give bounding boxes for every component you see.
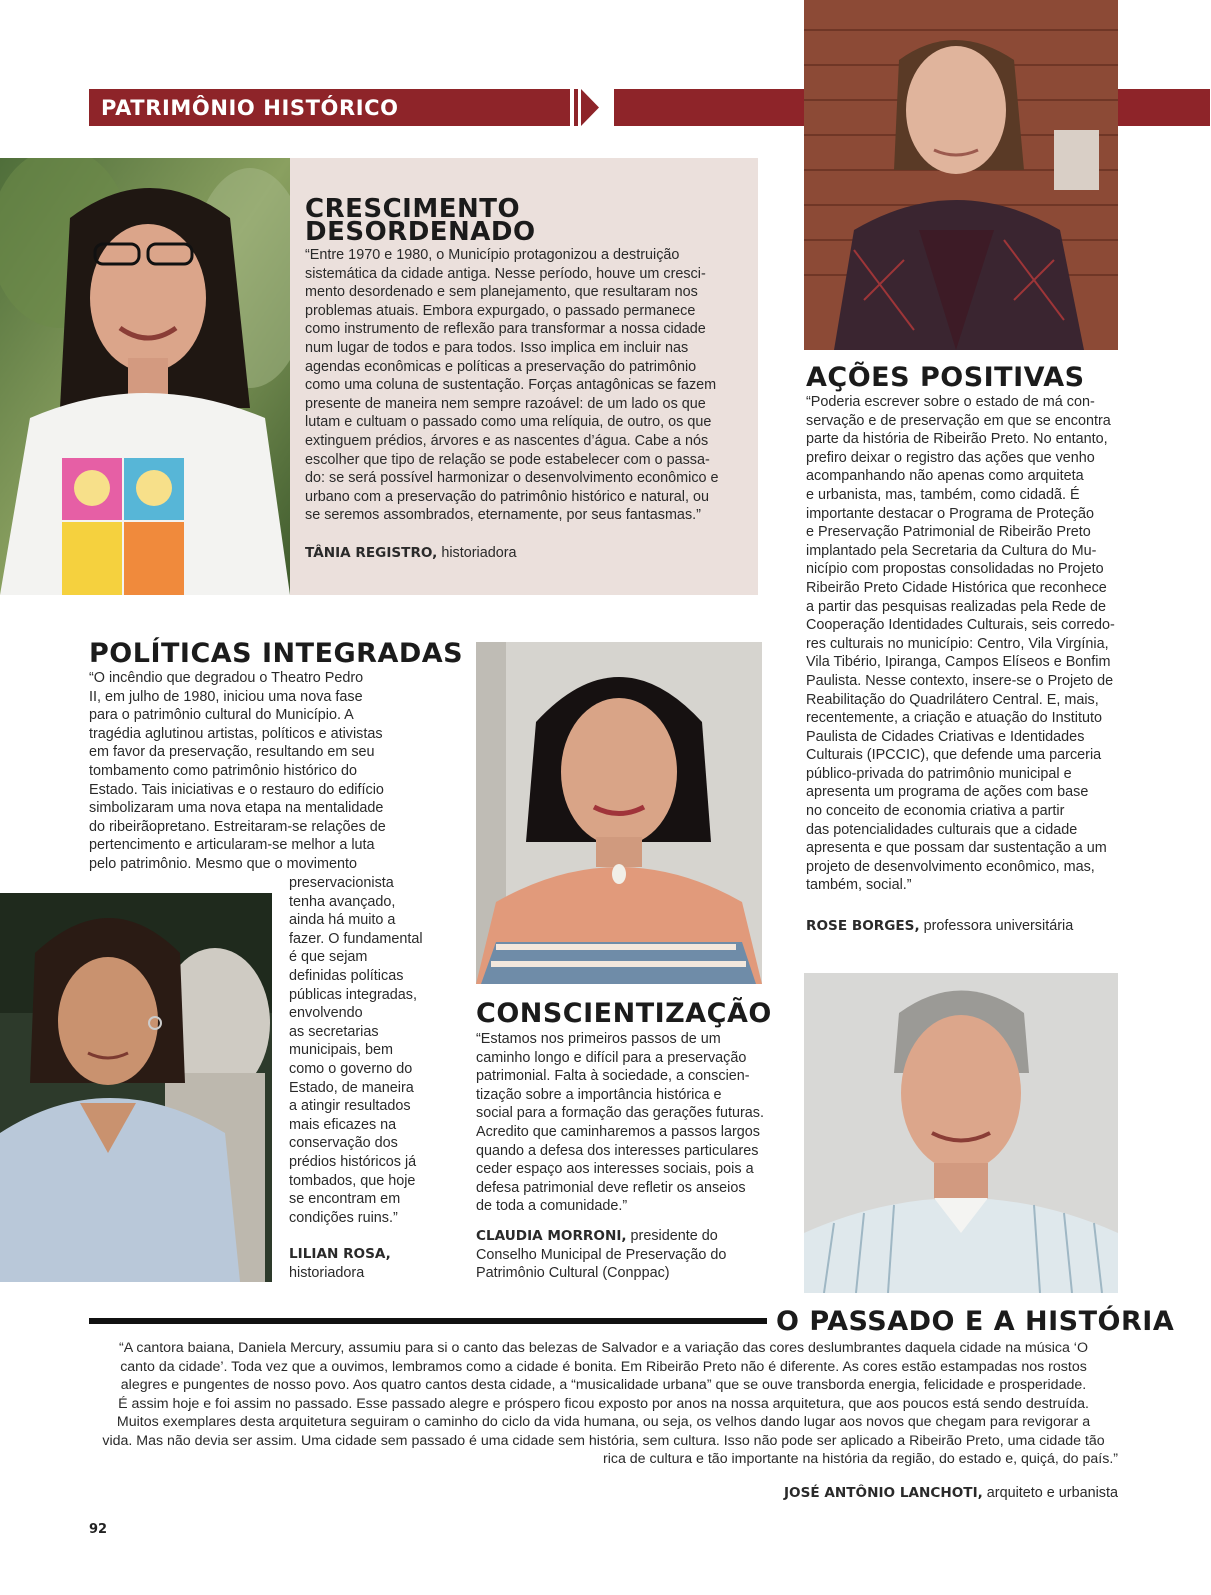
banner-arrow-icon: [562, 87, 602, 128]
text-line: mento desordenado e sem planejamento, que resultaram nos: [305, 284, 698, 301]
text-line: servação e de preservação em que se encontra: [806, 412, 1111, 429]
text-line: Ribeirão Preto Cidade Histórica que reconhece: [806, 579, 1107, 596]
text-line: a partir das pesquisas realizadas pela Rede de: [806, 598, 1106, 615]
author-role: professora universitária: [919, 918, 1074, 934]
author-role: historiadora: [289, 1264, 365, 1281]
text-line: condições ruins.”: [289, 1209, 398, 1226]
text-line: preservacionista: [289, 875, 394, 891]
text-line: recentemente, a criação e atuação do Instituto: [806, 710, 1102, 727]
text-line: de toda a comunidade.”: [476, 1198, 628, 1215]
text-line: caminho longo e difícil para a preservação: [476, 1049, 747, 1066]
heading-passado-historia: O PASSADO E A HISTÓRIA: [776, 1306, 1175, 1337]
text-line: “Poderia escrever sobre o estado de má con-: [806, 394, 1095, 410]
quote-politicas-wide: [89, 669, 409, 874]
text-line: social para a formação das gerações futuras.: [476, 1105, 764, 1122]
text-line: ceder espaço aos interesses sociais, pois a: [476, 1161, 754, 1178]
text-line: tombamento como patrimônio histórico do: [89, 762, 357, 779]
text-line: do ribeirãopretano. Estreitaram-se relações de: [89, 818, 386, 835]
text-line: sistemática da cidade antiga. Nesse período, houve um cresci-: [305, 265, 706, 282]
text-line: “Entre 1970 e 1980, o Município protagonizou a destruição: [305, 247, 680, 263]
credit-claudia: [476, 1227, 776, 1283]
text-line: apresenta um programa de ações com base: [806, 784, 1089, 801]
text-line: problemas atuais. Embora expurgado, o passado permanece: [305, 302, 696, 319]
photo-lilian-rosa: [0, 893, 272, 1282]
section-title: PATRIMÔNIO HISTÓRICO: [101, 96, 399, 120]
text-line: vida. Mas não devia ser assim. Uma cidade sem passado é uma cidade sem história, sem cultura. Isso não pode ser aplicado a Ribeirão Preto, uma cidade tão: [102, 1432, 1105, 1449]
author-role-line: presidente do: [626, 1228, 718, 1244]
text-line: rica de cultura e tão importante na história da região, do estado e, quiçá, do país.”: [602, 1451, 1118, 1467]
author-role-line: Patrimônio Cultural (Conppac): [476, 1265, 670, 1282]
text-line: a atingir resultados: [289, 1098, 411, 1115]
author-name: ROSE BORGES,: [806, 918, 920, 934]
text-line: Muitos exemplares desta arquitetura seguiram o caminho do ciclo da vida humana, ou seja, os velhos dando lugar aos novos que chegam para revigorar a: [116, 1414, 1091, 1430]
text-line: e urbanista, mas, também, como cidadã. É: [806, 486, 1080, 503]
text-line: extinguem prédios, árvores e as nascentes d’água. Cabe a nós: [305, 432, 709, 449]
author-role: historiadora: [437, 545, 517, 561]
page-number: 92: [89, 1522, 108, 1537]
credit-tania: [305, 544, 517, 563]
text-line: “Estamos nos primeiros passos de um: [476, 1031, 721, 1047]
text-line: parte da história de Ribeirão Preto. No entanto,: [806, 431, 1108, 448]
text-line: projeto de desenvolvimento econômico, mas,: [806, 858, 1095, 875]
section-divider: [89, 1318, 767, 1324]
heading-crescimento-line1: CRESCIMENTO: [305, 194, 521, 224]
text-line: públicas integradas,: [289, 986, 417, 1003]
text-line: Paulista de Cidades Criativas e Identidades: [806, 728, 1085, 745]
text-line: É assim hoje e foi assim no passado. Esse passado alegre e próspero ficou exposto por anos na nossa arquitetura, que aos poucos está sendo destruída.: [118, 1395, 1089, 1412]
text-line: no conceito de economia criativa a partir: [806, 803, 1065, 820]
text-line: Culturais (IPCCIC), que defende uma parceria: [806, 747, 1102, 764]
credit-lilian: [289, 1245, 439, 1282]
text-line: conservação dos: [289, 1135, 398, 1152]
photo-tania-registro: [0, 158, 290, 595]
text-line: fazer. O fundamental: [289, 930, 423, 947]
text-line: “O incêndio que degradou o Theatro Pedro: [89, 670, 364, 686]
text-line: num lugar de todos e para todos. Isso implica em incluir nas: [305, 339, 689, 356]
text-line: tragédia aglutinou artistas, políticos e ativistas: [89, 725, 383, 742]
text-line: presente de maneira nem sempre razoável: de um lado os que: [305, 395, 706, 412]
text-line: se seremos assombrados, eternamente, por seus fantasmas.”: [305, 507, 701, 524]
credit-jose: [640, 1484, 1118, 1503]
text-line: II, em julho de 1980, iniciou uma nova fase: [89, 688, 363, 705]
author-role: arquiteto e urbanista: [982, 1485, 1118, 1501]
text-line: tenha avançado,: [289, 893, 396, 910]
heading-politicas-integradas: POLÍTICAS INTEGRADAS: [89, 638, 464, 669]
text-line: Cooperação Identidades Culturais, seis corredo-: [806, 617, 1115, 634]
author-name: LILIAN ROSA,: [289, 1246, 391, 1262]
author-name: TÂNIA REGISTRO,: [305, 545, 438, 561]
text-line: é que sejam: [289, 949, 368, 966]
heading-acoes-positivas: AÇÕES POSITIVAS: [806, 362, 1085, 393]
text-line: municipais, bem: [289, 1042, 393, 1059]
text-line: em favor da preservação, resultando em seu: [89, 744, 375, 761]
text-line: como instrumento de reflexão para transformar a nossa cidade: [305, 321, 706, 338]
text-line: nicípio com propostas consolidadas no Projeto: [806, 561, 1104, 578]
text-line: como uma coluna de sustentação. Forças antagônicas se fazem: [305, 377, 717, 394]
text-line: Vila Tibério, Ipiranga, Campos Elíseos e Bonfim: [806, 654, 1111, 671]
text-line: acompanhando não apenas como arquiteta: [806, 468, 1084, 485]
text-line: público-privada do patrimônio municipal e: [806, 765, 1072, 782]
text-line: definidas políticas: [289, 967, 404, 984]
text-line: prefiro deixar o registro das ações que venho: [806, 449, 1095, 466]
text-line: escolher que tipo de relação se pode estabelecer com o passa-: [305, 451, 710, 468]
text-line: e Preservação Patrimonial de Ribeirão Preto: [806, 524, 1091, 541]
text-line: simbolizaram uma nova etapa na mentalidade: [89, 800, 384, 817]
photo-claudia-morroni: [476, 642, 762, 984]
author-name: CLAUDIA MORRONI,: [476, 1228, 627, 1244]
text-line: tombados, que hoje: [289, 1172, 416, 1189]
text-line: agendas econômicas e políticas a preservação do patrimônio: [305, 358, 697, 375]
text-line: Acredito que caminharemos a passos largos: [476, 1123, 760, 1140]
text-line: mais eficazes na: [289, 1116, 397, 1133]
text-line: Reabilitação do Quadrilátero Central. E, mais,: [806, 691, 1099, 708]
quote-crescimento: [305, 246, 750, 525]
text-line: urbano com a preservação do patrimônio histórico e natural, ou: [305, 488, 709, 505]
text-line: envolvendo: [289, 1005, 363, 1022]
text-line: das potencialidades culturais que a cidade: [806, 821, 1078, 838]
text-line: patrimonial. Falta à sociedade, a conscien-: [476, 1068, 750, 1085]
text-line: Estado, de maneira: [289, 1079, 414, 1096]
text-line: também, social.”: [806, 877, 912, 894]
text-line: defesa patrimonial deve refletir os anseios: [476, 1179, 746, 1196]
credit-rose: [806, 917, 1073, 936]
author-role-line: Conselho Municipal de Preservação do: [476, 1246, 727, 1263]
heading-crescimento-line2: DESORDENADO: [305, 217, 536, 247]
text-line: para o patrimônio cultural do Município. A: [89, 707, 354, 724]
text-line: pelo patrimônio. Mesmo que o movimento: [89, 855, 357, 872]
text-line: “A cantora baiana, Daniela Mercury, assumiu para si o canto das belezas de Salvador e a variação das cores deslumbrantes daquela cidade na música ‘O: [119, 1340, 1088, 1356]
text-line: do: se será possível harmonizar o desenvolvimento econômico e: [305, 470, 719, 487]
quote-acoes-positivas: [806, 393, 1126, 895]
text-line: ainda há muito a: [289, 912, 396, 929]
text-line: tização sobre a importância histórica e: [476, 1086, 722, 1103]
text-line: apresenta e que possam dar sustentação a um: [806, 840, 1107, 857]
text-line: importante destacar o Programa de Proteção: [806, 505, 1094, 522]
text-line: canto da cidade’. Toda vez que a ouvimos, lembramos como a cidade é bonita. Em Ribeirão Preto não é diferente. As cores estão estampadas nos rostos: [120, 1358, 1087, 1375]
quote-conscientizacao: [476, 1030, 776, 1216]
text-line: res culturais no município: Centro, Vila Virgínia,: [806, 635, 1109, 652]
text-line: as secretarias: [289, 1023, 379, 1040]
heading-conscientizacao: CONSCIENTIZAÇÃO: [476, 998, 772, 1029]
text-line: quando a defesa dos interesses particulares: [476, 1142, 759, 1159]
quote-politicas-narrow: [289, 874, 439, 1227]
photo-jose-antonio-lanchoti: [804, 973, 1118, 1293]
text-line: prédios históricos já: [289, 1153, 417, 1170]
text-line: implantado pela Secretaria da Cultura do Mu-: [806, 542, 1097, 559]
text-line: como o governo do: [289, 1060, 413, 1077]
text-line: lutam e cultuam o passado como uma relíquia, de outro, os que: [305, 414, 712, 431]
quote-passado-historia: [89, 1339, 1118, 1469]
photo-rose-borges: [804, 0, 1118, 350]
text-line: Paulista. Nesse contexto, insere-se o Projeto de: [806, 672, 1114, 689]
text-line: pertencimento e articularam-se melhor a luta: [89, 837, 375, 854]
text-line: se encontram em: [289, 1191, 401, 1208]
author-name: JOSÉ ANTÔNIO LANCHOTI,: [783, 1485, 983, 1501]
text-line: alegres e pungentes de nosso povo. Aos quatro cantos desta cidade, a “musicalidade urbana” que se ouve transborda energia, felicidade e prosperidade.: [120, 1377, 1087, 1393]
text-line: Estado. Tais iniciativas e o restauro do edifício: [89, 781, 384, 798]
